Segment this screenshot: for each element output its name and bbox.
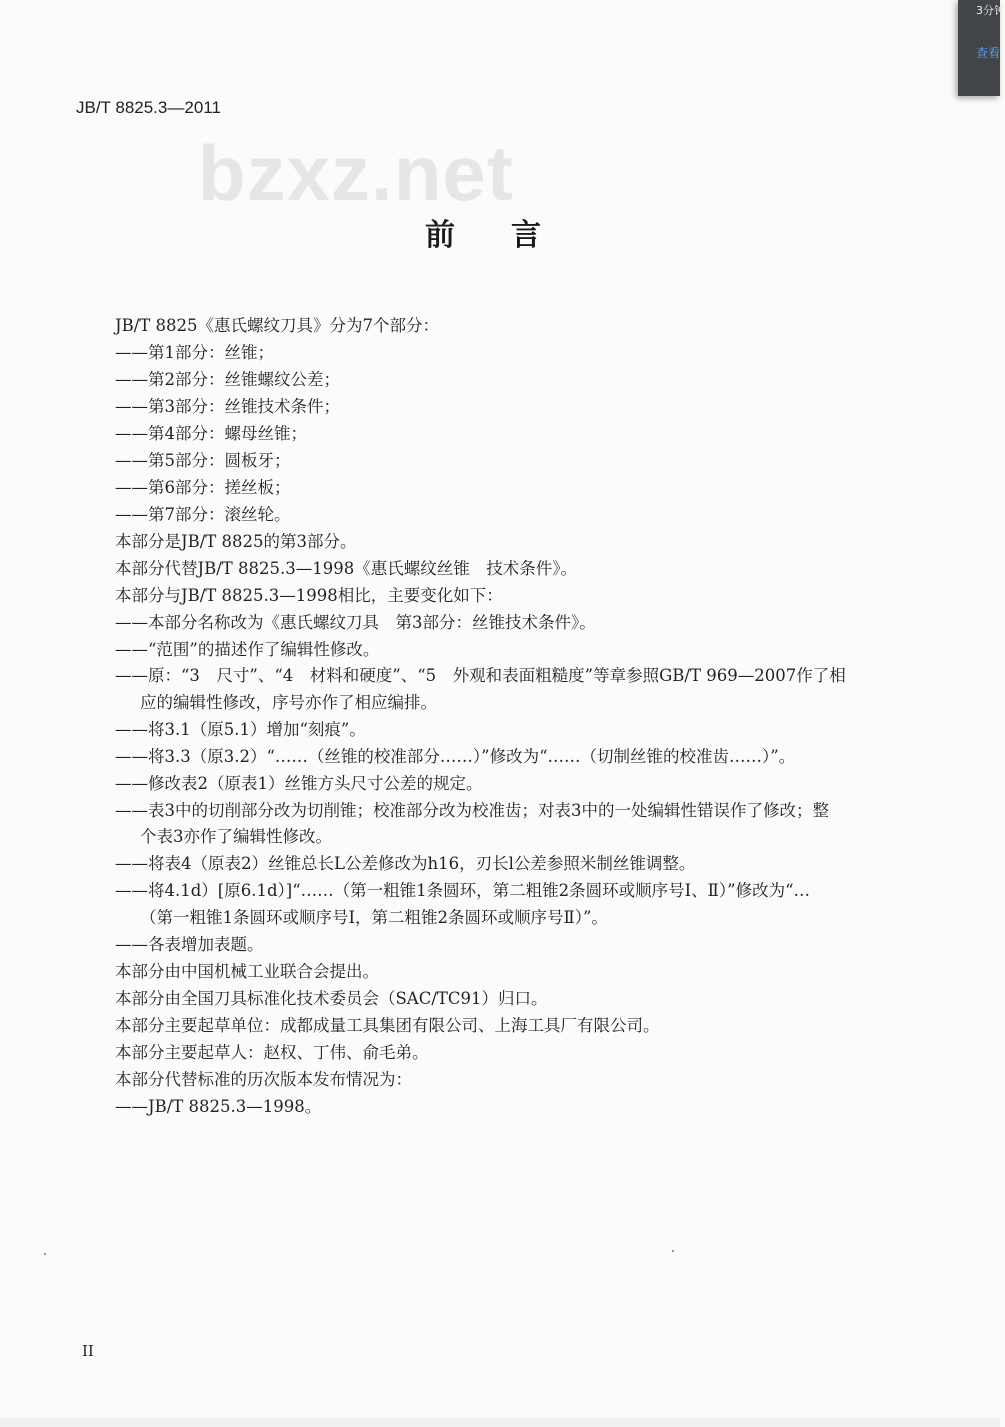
paragraph: 本部分与JB/T 8825.3—1998相比，主要变化如下：	[115, 586, 503, 605]
list-item: ——第2部分：丝锥螺纹公差；	[115, 370, 340, 389]
list-item-continuation: 个表3亦作了编辑性修改。	[140, 827, 332, 846]
list-item-continuation: 应的编辑性修改，序号亦作了相应编排。	[140, 693, 437, 712]
scan-speck	[44, 1253, 46, 1255]
list-item: ——修改表2（原表1）丝锥方头尺寸公差的规定。	[115, 774, 483, 793]
page-bottom-edge	[0, 1418, 1000, 1427]
list-item: ——第3部分：丝锥技术条件；	[115, 397, 340, 416]
list-item: ——“范围”的描述作了编辑性修改。	[115, 640, 380, 659]
list-item: ——第6部分：搓丝板；	[115, 478, 291, 497]
list-item: ——原：“3 尺寸”、“4 材料和硬度”、“5 外观和表面粗糙度”等章参照GB/T 969—2007作了相	[115, 666, 846, 685]
paragraph: 本部分代替标准的历次版本发布情况为：	[115, 1070, 412, 1089]
page-number: II	[82, 1342, 94, 1360]
page-title: 前言	[425, 218, 597, 253]
paragraph: 本部分由中国机械工业联合会提出。	[115, 962, 379, 981]
list-item: ——将3.3（原3.2）“……（丝锥的校准部分……）”修改为“……（切制丝锥的校准齿……）”。	[115, 747, 796, 766]
scan-speck	[672, 1250, 674, 1252]
paragraph: 本部分主要起草单位：成都成量工具集团有限公司、上海工具厂有限公司。	[115, 1016, 660, 1035]
paragraph: 本部分是JB/T 8825的第3部分。	[115, 532, 357, 551]
list-item: ——第7部分：滚丝轮。	[115, 505, 291, 524]
list-item: ——表3中的切削部分改为切削锥；校准部分改为校准齿；对表3中的一处编辑性错误作了修改；整	[115, 801, 829, 820]
list-item: ——将3.1（原5.1）增加“刻痕”。	[115, 720, 366, 739]
list-item: ——将4.1d）[原6.1d）]“……（第一粗锥1条圆环，第二粗锥2条圆环或顺序号Ⅰ、Ⅱ）”修改为“…	[115, 881, 811, 900]
paragraph: JB/T 8825《惠氏螺纹刀具》分为7个部分：	[115, 316, 440, 335]
standard-code: JB/T 8825.3—2011	[76, 98, 221, 117]
list-item: ——本部分名称改为《惠氏螺纹刀具 第3部分：丝锥技术条件》。	[115, 613, 596, 632]
list-item-continuation: （第一粗锥1条圆环或顺序号Ⅰ，第二粗锥2条圆环或顺序号Ⅱ）”。	[140, 908, 608, 927]
list-item: ——第5部分：圆板牙；	[115, 451, 291, 470]
paragraph: 本部分由全国刀具标准化技术委员会（SAC/TC91）归口。	[115, 989, 548, 1008]
paragraph: 本部分主要起草人：赵权、丁伟、俞毛弟。	[115, 1043, 429, 1062]
list-item: ——第4部分：螺母丝锥；	[115, 424, 307, 443]
paragraph: 本部分代替JB/T 8825.3—1998《惠氏螺纹丝锥 技术条件》。	[115, 559, 578, 578]
list-item: ——将表4（原表2）丝锥总长L公差修改为h16，刃长l公差参照米制丝锥调整。	[115, 854, 696, 873]
notification-popup[interactable]	[958, 0, 1005, 96]
notification-view-link[interactable]: 查看	[976, 46, 1001, 60]
list-item: ——JB/T 8825.3—1998。	[115, 1097, 322, 1116]
notification-time: 3分钟	[976, 4, 1005, 17]
list-item: ——各表增加表题。	[115, 935, 264, 954]
list-item: ——第1部分：丝锥；	[115, 343, 274, 362]
watermark: bzxz.net	[198, 129, 514, 217]
